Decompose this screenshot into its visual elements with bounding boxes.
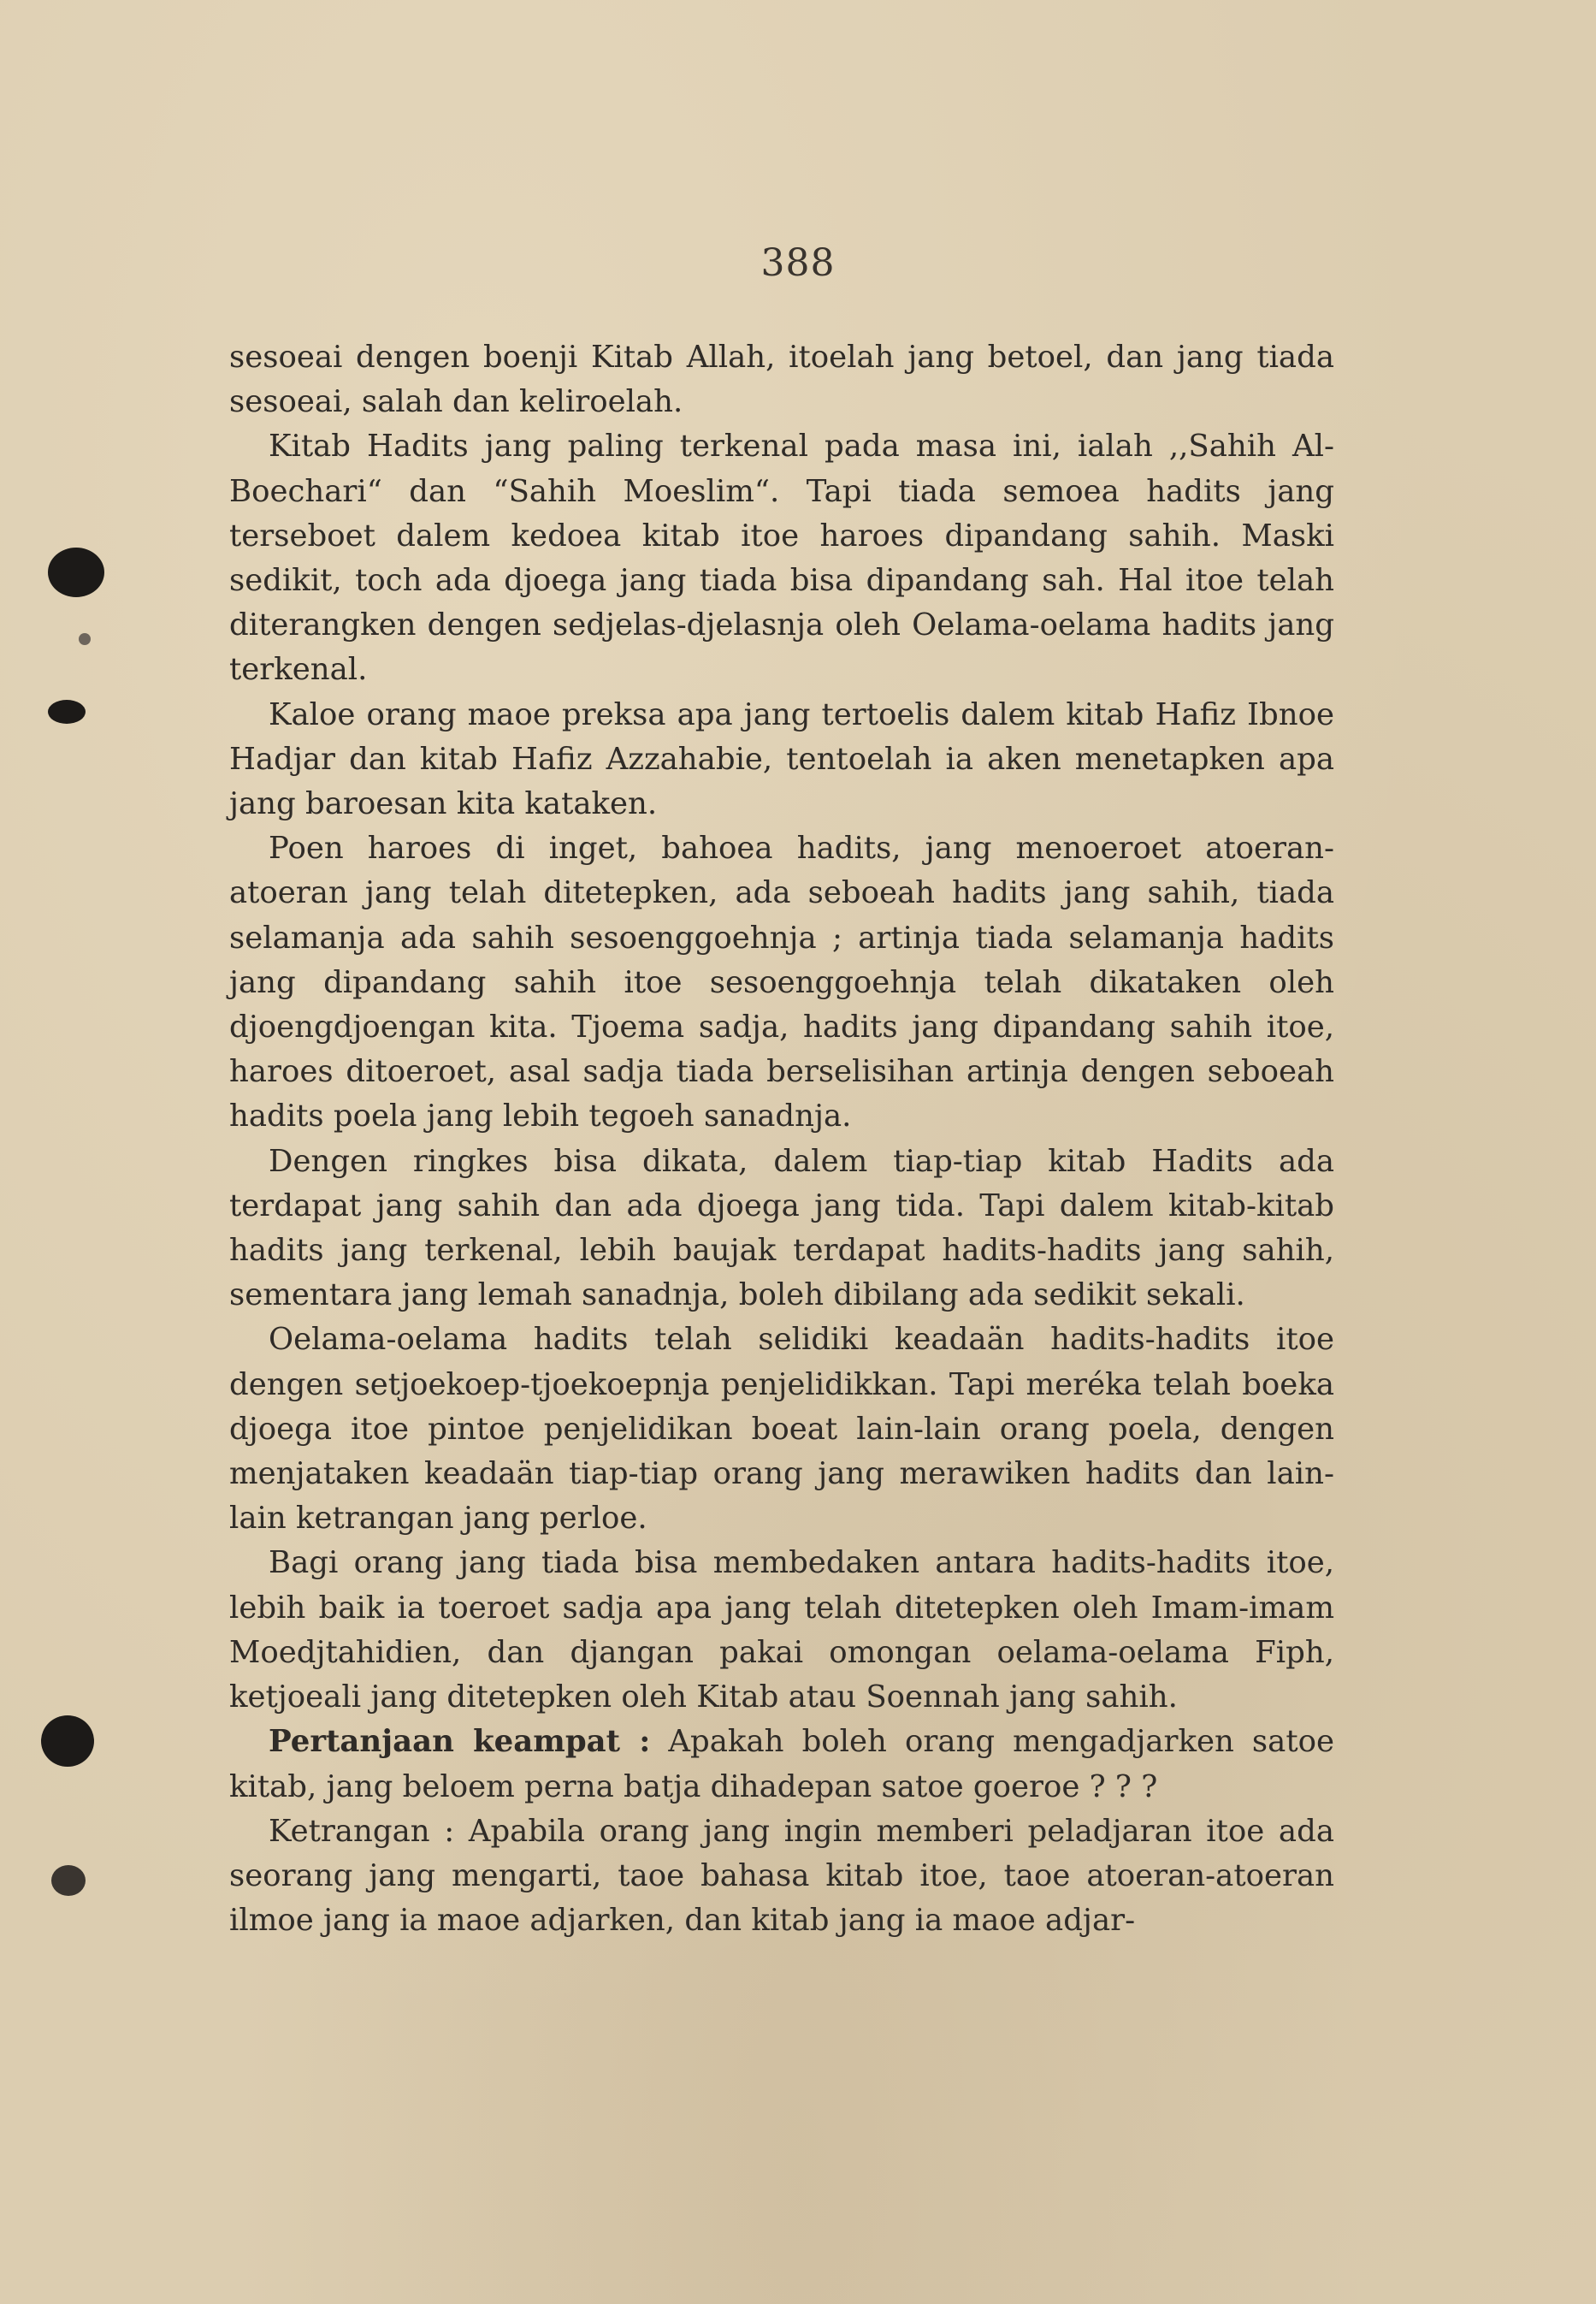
paragraph-8 — [229, 1720, 1334, 1809]
paragraph-4: Poen haroes di inget, bahoea hadits, jang menoeroet atoeran-atoeran jang telah ditetepken, ada seboeah hadits jang sahih, tiada selamanja ada sahih sesoenggoehnja ; artinja tiada selamanja hadits jang dipandang sahih itoe sesoenggoehnja telah dikataken oleh djoengdjoengan kita. Tjoema sadja, hadits jang dipandang sahih itoe, haroes ditoeroet, asal sadja tiada berselisihan artinja dengen seboeah hadits poela jang lebih tegoeh sanadnja. — [229, 831, 1334, 1134]
paragraph-2: Kitab Hadits jang paling terkenal pada masa ini, ialah ,,Sahih Al-Boechari“ dan “Sahih Moeslim“. Tapi tiada semoea hadits jang terseboet dalem kedoea kitab itoe haroes dipandang sahih. Maski sedikit, toch ada djoega jang tiada bisa dipandang sah. Hal itoe telah diterangken dengen sedjelas-djelasnja oleh Oelama-oelama hadits jang terkenal. — [229, 429, 1334, 688]
binding-hole-mark — [41, 1715, 94, 1767]
paragraph-7: Bagi orang jang tiada bisa membedaken antara hadits-hadits itoe, lebih baik ia toeroet sadja apa jang telah ditetepken oleh Imam-imam Moedjtahidien, dan djangan pakai omongan oelama-oelama Fiph, ketjoeali jang ditetepken oleh Kitab atau Soennah jang sahih. — [229, 1545, 1334, 1715]
question-text: Apakah boleh orang mengadjarken satoe kitab, jang beloem perna batja dihadepan satoe goeroe ? ? ? — [229, 1724, 1334, 1804]
paragraph-3: Kaloe orang maoe preksa apa jang tertoelis dalem kitab Hafiz Ibnoe Hadjar dan kitab Hafiz Azzahabie, tentoelah ia aken menetapken apa jang baroesan kita kataken. — [229, 696, 1334, 822]
binding-hole-mark — [48, 548, 104, 597]
binding-hole-mark — [48, 700, 86, 724]
question-heading: Pertanjaan keampat : — [269, 1724, 651, 1760]
paragraph-6: Oelama-oelama hadits telah selidiki keadaän hadits-hadits itoe dengen setjoekoep-tjoekoepnja penjelidikkan. Tapi meréka telah boeka djoega itoe pintoe penjelidikan boeat lain-lain orang poela, dengen menjataken keadaän tiap-tiap orang jang merawiken hadits dan lain-lain ketrangan jang perloe. — [229, 1322, 1334, 1537]
page-number: 388 — [760, 241, 836, 285]
binding-hole-mark — [51, 1865, 86, 1896]
body-text — [229, 335, 1334, 1943]
paragraph-5: Dengen ringkes bisa dikata, dalem tiap-tiap kitab Hadits ada terdapat jang sahih dan ada djoega jang tida. Tapi dalem kitab-kitab hadits jang terkenal, lebih baujak terdapat hadits-hadits jang sahih, sementara jang lemah sanadnja, boleh dibilang ada sedikit sekali. — [229, 1143, 1334, 1313]
binding-hole-mark — [79, 633, 91, 645]
paragraph-9: Ketrangan : Apabila orang jang ingin memberi peladjaran itoe ada seorang jang mengarti, taoe bahasa kitab itoe, taoe atoeran-atoeran ilmoe jang ia maoe adjarken, dan kitab jang ia maoe adjar- — [229, 1813, 1334, 1939]
paragraph-1: sesoeai dengen boenji Kitab Allah, itoelah jang betoel, dan jang tiada sesoeai, salah dan keliroelah. — [229, 340, 1334, 420]
